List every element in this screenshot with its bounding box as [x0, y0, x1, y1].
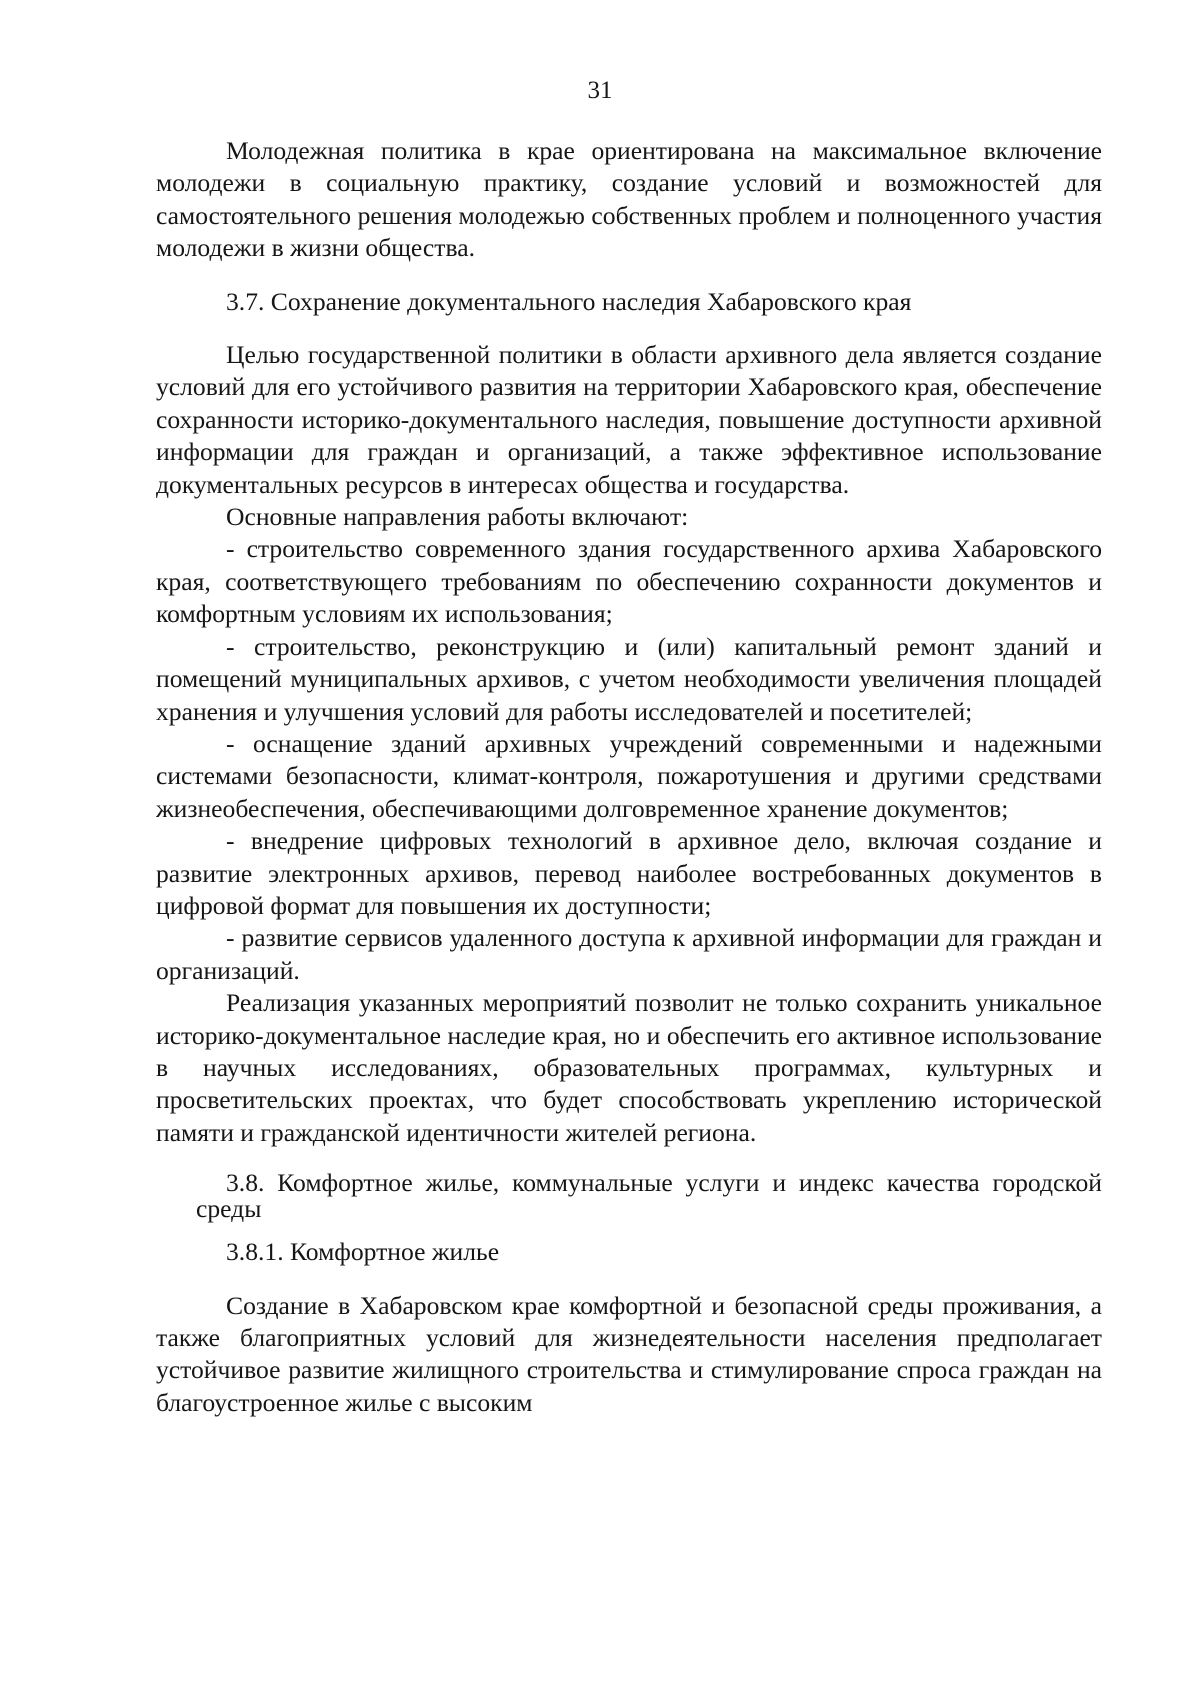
- paragraph-main-directions: Основные направления работы включают:: [226, 502, 689, 532]
- paragraph-implementation-result: Реализация указанных мероприятий позволит не только сохранить уникальное историко-документальное наследие края, но и обеспечить его активное использование в научных исследованиях, образовательных программах, культурных и просветительских проектах, что будет способствовать укреплению исторической памяти и гражданской идентичности жителей региона.: [156, 988, 1102, 1147]
- paragraph-comfortable-housing: Создание в Хабаровском крае комфортной и безопасной среды проживания, а также благоприятных условий для жизнедеятельности населения предполагает устойчивое развитие жилищного строительства и стимулирование спроса граждан на благоустроенное жилье с высоким: [156, 1290, 1102, 1417]
- paragraph-archive-policy-goal: Целью государственной политики в области архивного дела является создание условий для его устойчивого развития на территории Хабаровского края, обеспечение сохранности историко-документального наследия, повышение доступности архивной информации для граждан и организаций, а также эффективное использование документальных ресурсов в интересах общества и государства.: [156, 340, 1102, 499]
- section-heading-3-7: 3.7. Сохранение документального наследия Хабаровского края: [226, 286, 912, 316]
- subsection-heading-3-8-1: 3.8.1. Комфортное жилье: [226, 1237, 500, 1267]
- list-item-municipal-archives: - строительство, реконструкцию и (или) капитальный ремонт зданий и помещений муниципальных архивов, с учетом необходимости увеличения площадей хранения и улучшения условий для работы исследователей и посетителей;: [156, 631, 1102, 726]
- paragraph-youth-policy: Молодежная политика в крае ориентирована на максимальное включение молодежи в социальную практику, создание условий и возможностей для самостоятельного решения молодежью собственных проблем и полноценного участия молодежи в жизни общества.: [156, 136, 1102, 263]
- section-heading-3-8: 3.8. Комфортное жилье, коммунальные услуги и индекс качества городской среды: [196, 1168, 1102, 1224]
- page-number: 31: [587, 77, 613, 104]
- list-item-security-systems: - оснащение зданий архивных учреждений современными и надежными системами безопасности, климат-контроля, пожаротушения и другими средствами жизнеобеспечения, обеспечивающими долговременное хранение документов;: [156, 728, 1102, 823]
- list-item-remote-access: - развитие сервисов удаленного доступа к архивной информации для граждан и организаций.: [156, 923, 1102, 985]
- list-item-archive-building: - строительство современного здания государственного архива Хабаровского края, соответствующего требованиям по обеспечению сохранности документов и комфортным условиям их использования;: [156, 534, 1102, 629]
- list-item-digital-technologies: - внедрение цифровых технологий в архивное дело, включая создание и развитие электронных архивов, перевод наиболее востребованных документов в цифровой формат для повышения их доступности;: [156, 826, 1102, 920]
- page-body: [156, 135, 1102, 1419]
